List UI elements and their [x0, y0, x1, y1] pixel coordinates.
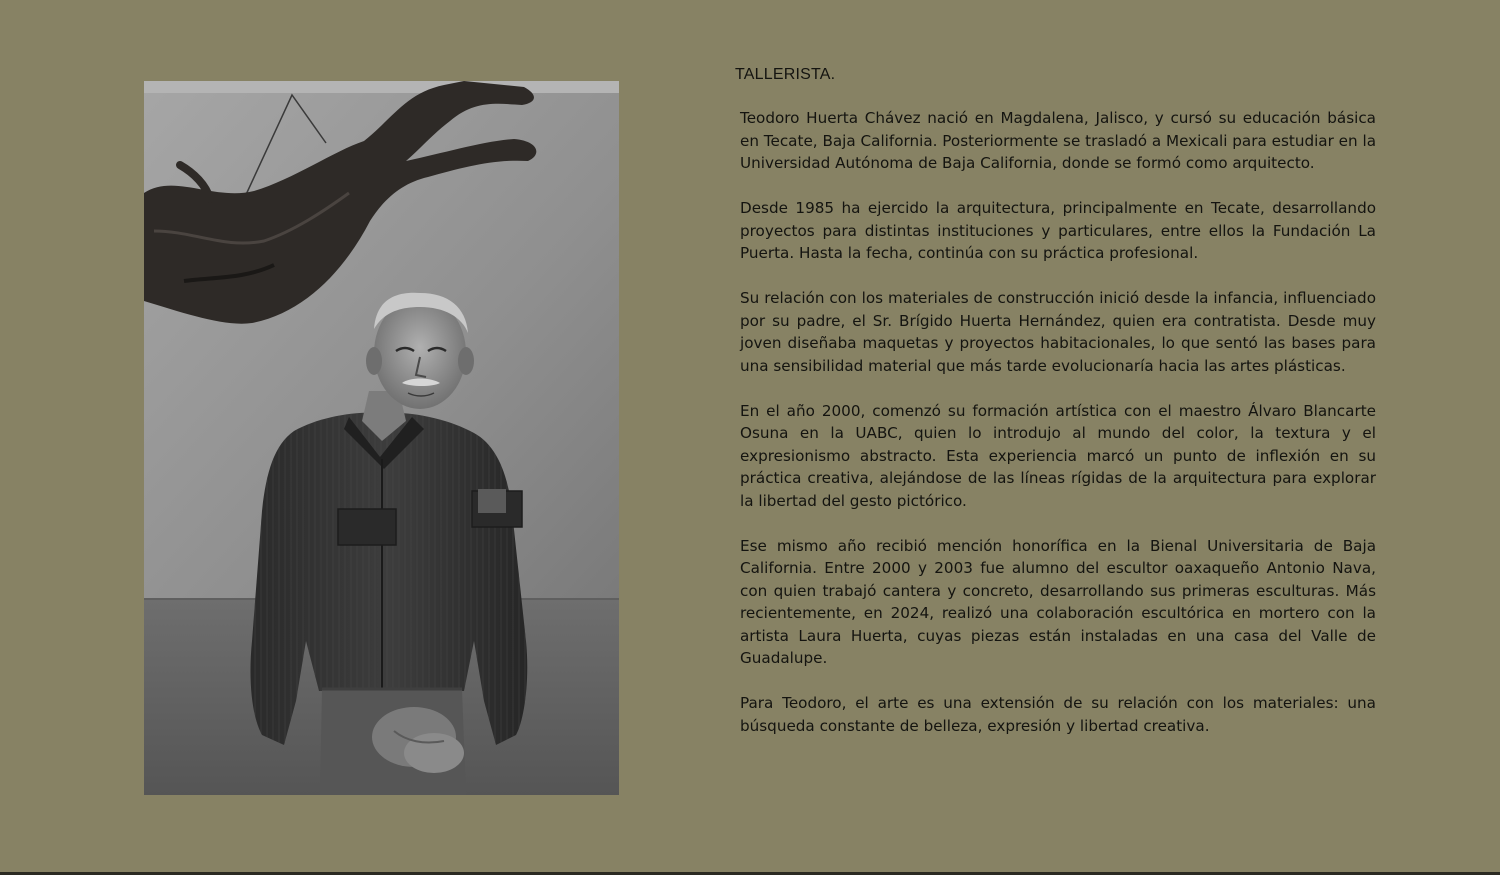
bio-paragraph: Para Teodoro, el arte es una extensión de su relación con los materiales: una búsqueda constante de belleza, expresión y libertad creativa. [740, 694, 1376, 735]
bio-paragraph: Teodoro Huerta Chávez nació en Magdalena, Jalisco, y cursó su educación básica en Tecate, Baja California. Posteriormente se trasladó a Mexicali para estudiar en la Universidad Autónoma de Baja California, donde se formó como arquitecto. [740, 109, 1377, 172]
bio-paragraph: Desde 1985 ha ejercido la arquitectura, principalmente en Tecate, desarrollando proyectos para distintas instituciones y particulares, entre ellos la Fundación La Puerta. Hasta la fecha, continúa con su práctica profesional. [740, 199, 1376, 262]
biography [740, 107, 1376, 760]
bio-paragraph: En el año 2000, comenzó su formación artística con el maestro Álvaro Blancarte Osuna en la UABC, quien lo introdujo al mundo del color, la textura y el expresionismo abstracto. Esta experiencia marcó un punto de inflexión en su práctica creativa, alejándose de las líneas rígidas de la arquitectura para explorar la libertad del gesto pictórico. [740, 401, 1376, 510]
portrait-photo-icon [144, 81, 619, 795]
bio-paragraph: Su relación con los materiales de construcción inició desde la infancia, influenciado por su padre, el Sr. Brígido Huerta Hernández, quien era contratista. Desde muy joven diseñaba maquetas y proyectos habitacionales, lo que sentó las bases para una sensibilidad material que más tarde evolucionaría hacia las artes plásticas. [740, 289, 1376, 375]
bio-paragraph: Ese mismo año recibió mención honorífica en la Bienal Universitaria de Baja California. Entre 2000 y 2003 fue alumno del escultor oaxaqueño Antonio Nava, con quien trabajó cantera y concreto, desarrollando sus primeras esculturas. Más recientemente, en 2024, realizó una colaboración escultórica en mortero con la artista Laura Huerta, cuyas piezas están instaladas en una casa del Valle de Guadalupe. [740, 536, 1376, 667]
section-heading: TALLERISTA. [735, 66, 836, 83]
portrait-photo [144, 81, 619, 795]
